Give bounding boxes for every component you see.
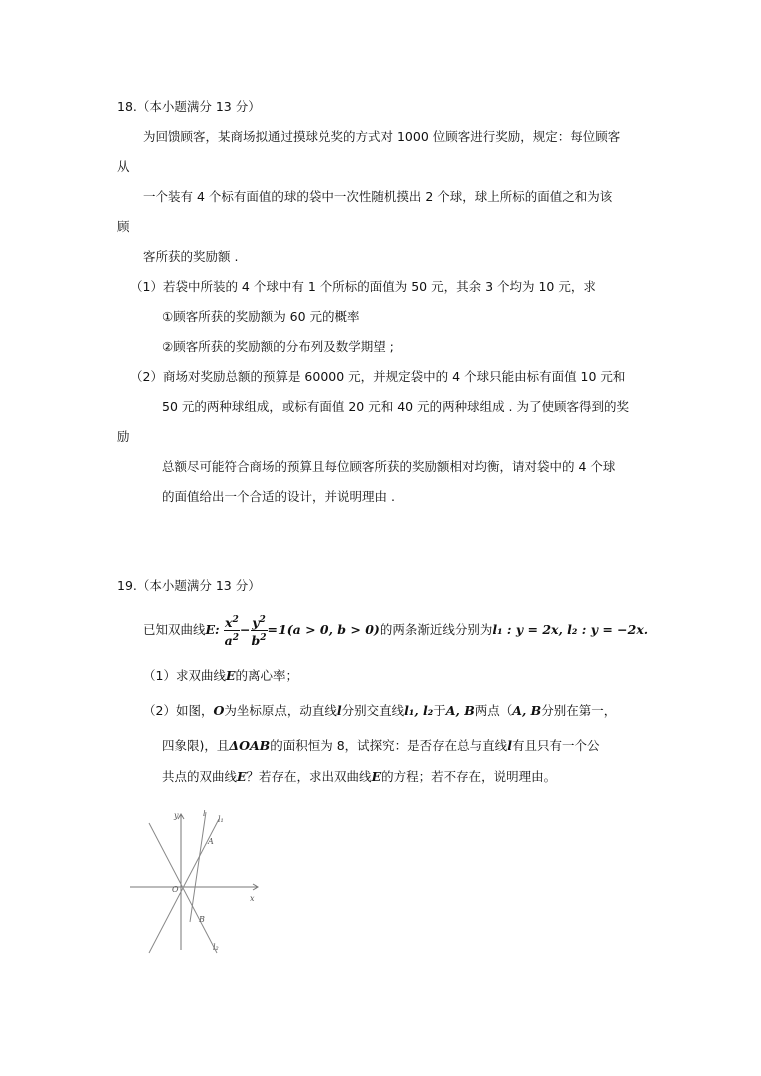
exp-a: 2	[232, 633, 240, 644]
exp-b: 2	[260, 633, 267, 644]
q18-paragraph-line2-wrap: 顾	[117, 219, 130, 234]
text: 于	[433, 703, 446, 718]
line-l: l	[507, 738, 512, 753]
text: 四象限)，且	[162, 738, 230, 753]
label-l1: l₁	[218, 815, 224, 824]
text: （2）如图，	[143, 703, 214, 718]
q19-part1-pre: （1）求双曲线	[143, 668, 226, 683]
q19-intro-pre: 已知双曲线	[143, 622, 206, 638]
q19-intro: 已知双曲线E: $\frac{x^2}{a^2}$ − $\frac{y^2}{b^2}$ =1(a > 0, b > 0)的两条渐近线分别为l₁ : y = 2x, l₂ : y = −2x.	[143, 615, 649, 649]
q19-part2-line2	[162, 738, 599, 754]
q18-part1-item2: ②顾客所获的奖励额的分布列及数学期望 ;	[162, 339, 394, 354]
points-A-B: A, B	[512, 703, 542, 718]
line-l: l	[336, 703, 342, 718]
text: 的方程；若不存在，说明理由。	[381, 769, 557, 784]
exp-x: 2	[232, 615, 239, 625]
q19-header: 19.（本小题满分 13 分）	[117, 578, 261, 593]
q18-part2-line4: 的面值给出一个合适的设计，并说明理由 .	[162, 489, 395, 504]
exp-y: 2	[259, 615, 266, 625]
q18-part1: （1）若袋中所装的 4 个球中有 1 个所标的面值为 50 元，其余 3 个均为 10 元，求	[130, 279, 596, 294]
label-x: x	[250, 894, 255, 903]
triangle-OAB: ΔOAB	[229, 738, 271, 753]
var-y: y	[252, 615, 260, 631]
q19-part2-line3	[162, 769, 556, 785]
var-x: x	[224, 615, 233, 631]
lines-l1-l2: l₁, l₂	[404, 703, 434, 718]
text: 的面积恒为 8，试探究：是否存在总与直线	[270, 738, 508, 753]
label-l: l	[203, 810, 206, 818]
text: ？若存在，求出双曲线	[246, 769, 372, 784]
q19-part2-line1	[143, 703, 616, 719]
label-y: y	[174, 811, 179, 820]
q18-header: 18.（本小题满分 13 分）	[117, 99, 261, 114]
hyperbola-E: E	[205, 622, 216, 638]
hyperbola-E: E	[371, 769, 382, 784]
q18-paragraph-line2: 一个装有 4 个标有面值的球的袋中一次性随机摸出 2 个球，球上所标的面值之和为该	[143, 189, 613, 204]
q18-part1-item1: ①顾客所获的奖励额为 60 元的概率	[162, 309, 360, 324]
fraction-y2-b2	[251, 613, 268, 648]
origin-O: O	[213, 703, 225, 718]
label-l2: l₂	[213, 943, 219, 952]
line-l	[190, 812, 206, 922]
text: 为坐标原点，动直线	[224, 703, 337, 718]
label-B: B	[199, 915, 205, 924]
q19-intro-mid: 的两条渐近线分别为	[379, 622, 493, 638]
label-O: O	[172, 885, 179, 894]
asymptotes: l₁ : y = 2x, l₂ : y = −2x.	[492, 622, 649, 638]
hyperbola-E: E	[237, 769, 247, 784]
text: 两点（	[474, 703, 513, 718]
hyperbola-E: E	[225, 668, 236, 683]
q18-paragraph-line3: 客所获的奖励额 .	[143, 249, 239, 264]
var-b: b	[251, 633, 261, 649]
q18-part2-line2-wrap: 励	[117, 429, 130, 444]
points-A-B: A, B	[445, 703, 475, 718]
q18-part2-line3: 总额尽可能符合商场的预算且每位顾客所获的奖励额相对均衡，请对袋中的 4 个球	[162, 459, 616, 474]
fraction-x2-a2	[224, 613, 240, 648]
figure-hyperbola-lines	[125, 810, 265, 960]
q18-paragraph-line1-wrap: 从	[117, 159, 130, 174]
text: 分别在第一，	[541, 703, 617, 718]
q19-part1	[143, 668, 298, 684]
text: 分别交直线	[341, 703, 405, 718]
equation-condition: =1(a > 0, b > 0)	[267, 622, 380, 638]
q18-part2-line2: 50 元的两种球组成，或标有面值 20 元和 40 元的两种球组成 . 为了使顾客得到的奖	[162, 399, 630, 414]
q18-part2-line1: （2）商场对奖励总额的预算是 60000 元，并规定袋中的 4 个球只能由标有面值 10 元和	[130, 369, 626, 384]
q19-part1-post: 的离心率；	[235, 668, 299, 683]
colon: :	[215, 622, 220, 638]
q18-paragraph-line1: 为回馈顾客，某商场拟通过摸球兑奖的方式对 1000 位顾客进行奖励，规定：每位顾客	[143, 129, 621, 144]
text: 共点的双曲线	[162, 769, 238, 784]
label-A: A	[208, 837, 214, 846]
text: 有且只有一个公	[511, 738, 600, 753]
var-a: a	[224, 633, 233, 649]
